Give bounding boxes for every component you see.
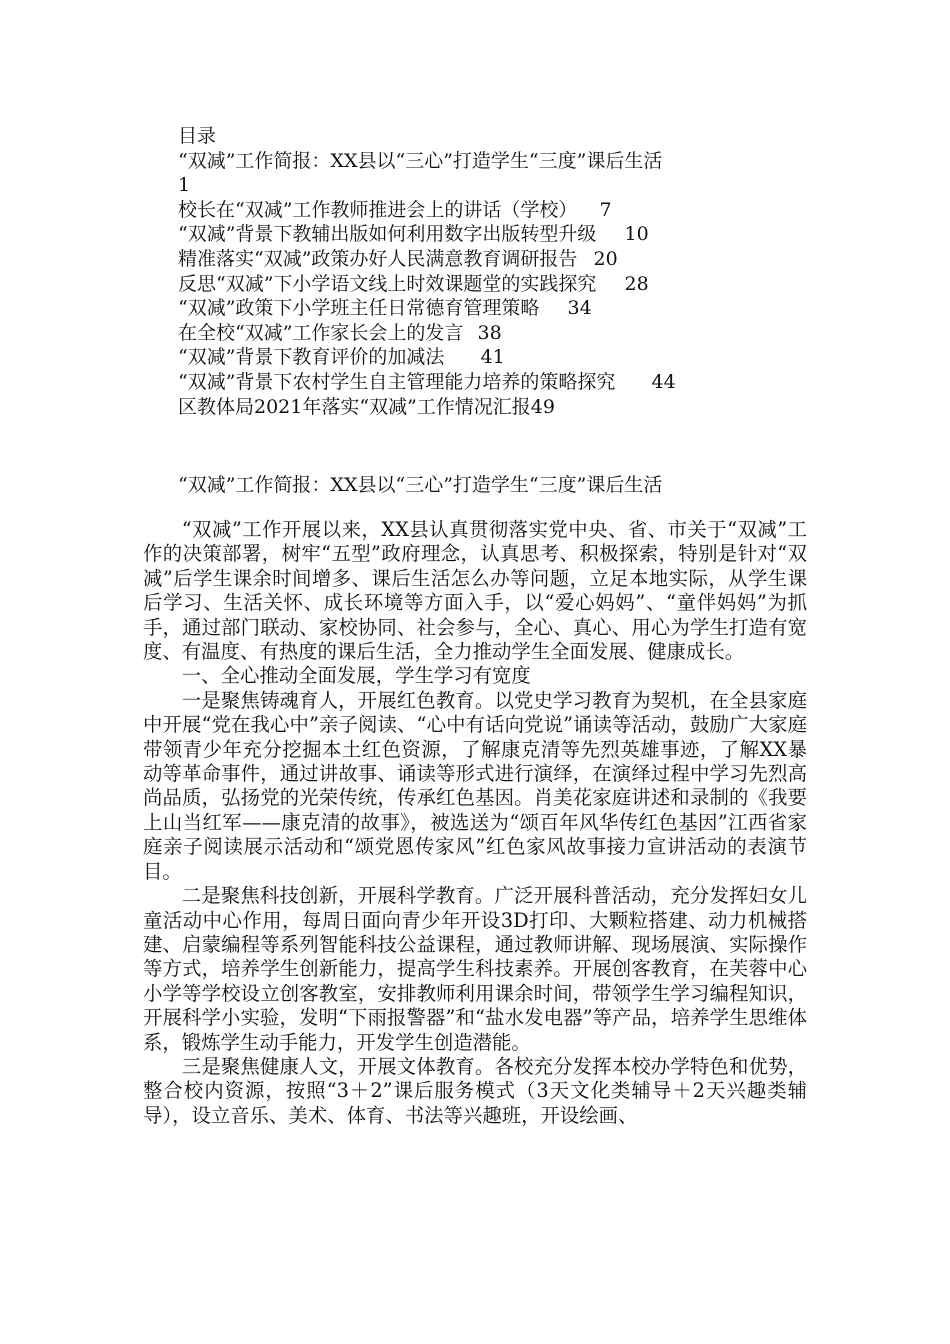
toc-entry[interactable] [178, 395, 818, 420]
article-body [143, 518, 807, 1128]
table-of-contents [178, 124, 818, 419]
toc-entry-title: “双减”工作简报：XX县以“三心”打造学生“三度”课后生活 [178, 149, 663, 172]
toc-entry-page: 38 [477, 321, 502, 344]
paragraph-intro: “双减”工作开展以来，XX县认真贯彻落实党中央、省、市关于“双减”工作的决策部署，树牢“五型”政府理念，认真思考、积极探索，特别是针对“双减”后学生课余时间增多、课后生活怎么办等问题，立足本地实际，从学生课后学习、生活关怀、成长环境等方面入手，以“爱心妈妈”、“童伴妈妈”为抓手，通过部门联动、家校协同、社会参与，全心、真心、用心为学生打造有宽度、有温度、有热度的课后生活，全力推动学生全面发展、健康成长。 [143, 518, 807, 664]
toc-entry[interactable] [178, 345, 818, 370]
toc-entry-page: 28 [624, 272, 649, 295]
toc-entry-title: 在全校“双减”工作家长会上的发言 [178, 321, 464, 344]
section-heading-1: 一、全心推动全面发展，学生学习有宽度 [181, 664, 531, 688]
toc-entry[interactable] [178, 272, 818, 297]
toc-entry-page: 10 [624, 223, 649, 246]
toc-entry[interactable] [178, 198, 818, 223]
toc-entry-page-wrap [178, 173, 818, 198]
toc-entry[interactable] [178, 247, 818, 272]
toc-entry-title: “双减”背景下教育评价的加减法 [178, 346, 445, 369]
toc-entry-page: 7 [599, 198, 612, 221]
paragraph-red-education: 一是聚焦铸魂育人，开展红色教育。以党史学习教育为契机，在全县家庭中开展“党在我心中”亲子阅读、“心中有话向党说”诵读等活动，鼓励广大家庭带领青少年充分挖掘本土红色资源，了解康克清等先烈英雄事迹，了解XX暴动等革命事件，通过讲故事、诵读等形式进行演绎，在演绎过程中学习先烈高尚品质，弘扬党的光荣传统，传承红色基因。肖美花家庭讲述和录制的《我要上山当红军——康克清的故事》，被选送为“颂百年风华传红色基因”江西省家庭亲子阅读展示活动和“颂党恩传家风”红色家风故事接力宣讲活动的表演节目。 [143, 688, 807, 883]
toc-entry[interactable] [178, 149, 818, 174]
toc-entry[interactable] [178, 370, 818, 395]
toc-entry-page: 34 [567, 297, 592, 320]
article-title: “双减”工作简报：XX县以“三心”打造学生“三度”课后生活 [178, 474, 663, 496]
paragraph-culture-sports-education: 三是聚焦健康人文，开展文体教育。各校充分发挥本校办学特色和优势，整合校内资源，按照“3＋2”课后服务模式（3天文化类辅导＋2天兴趣类辅导），设立音乐、美术、体育、书法等兴趣班，开设绘画、 [143, 1054, 807, 1127]
toc-entry-title: 反思“双减”下小学语文线上时效课题堂的实践探究 [178, 272, 597, 295]
toc-entry-title: “双减”背景下农村学生自主管理能力培养的策略探究 [178, 370, 616, 393]
toc-entry-title: “双减”背景下教辅出版如何利用数字出版转型升级 [178, 223, 597, 246]
toc-entry[interactable] [178, 222, 818, 247]
toc-entry[interactable] [178, 321, 818, 346]
toc-entry-title: 精准落实“双减”政策办好人民满意教育调研报告 [178, 247, 578, 270]
toc-entry-title: “双减”政策下小学班主任日常德育管理策略 [178, 297, 540, 320]
toc-entry-page: 20 [593, 247, 618, 270]
toc-entry-title: 校长在“双减”工作教师推进会上的讲话（学校） [178, 198, 578, 221]
toc-entry-title: 区教体局2021年落实“双减”工作情况汇报 [178, 395, 531, 418]
toc-entry-page: 49 [530, 395, 555, 418]
toc-entry-page: 1 [178, 174, 191, 197]
toc-heading: 目录 [178, 125, 217, 147]
toc-entry-page: 44 [651, 370, 676, 393]
paragraph-science-education: 二是聚焦科技创新，开展科学教育。广泛开展科普活动，充分发挥妇女儿童活动中心作用，每周日面向青少年开设3D打印、大颗粒搭建、动力机械搭建、启蒙编程等系列智能科技公益课程，通过教师讲解、现场展演、实际操作等方式，培养学生创新能力，提高学生科技素养。开展创客教育，在芙蓉中心小学等学校设立创客教室，安排教师利用课余时间，带领学生学习编程知识，开展科学小实验，发明“下雨报警器”和“盐水发电器”等产品，培养学生思维体系，锻炼学生动手能力，开发学生创造潜能。 [143, 884, 807, 1054]
toc-entry-page: 41 [480, 346, 505, 369]
toc-entry[interactable] [178, 296, 818, 321]
